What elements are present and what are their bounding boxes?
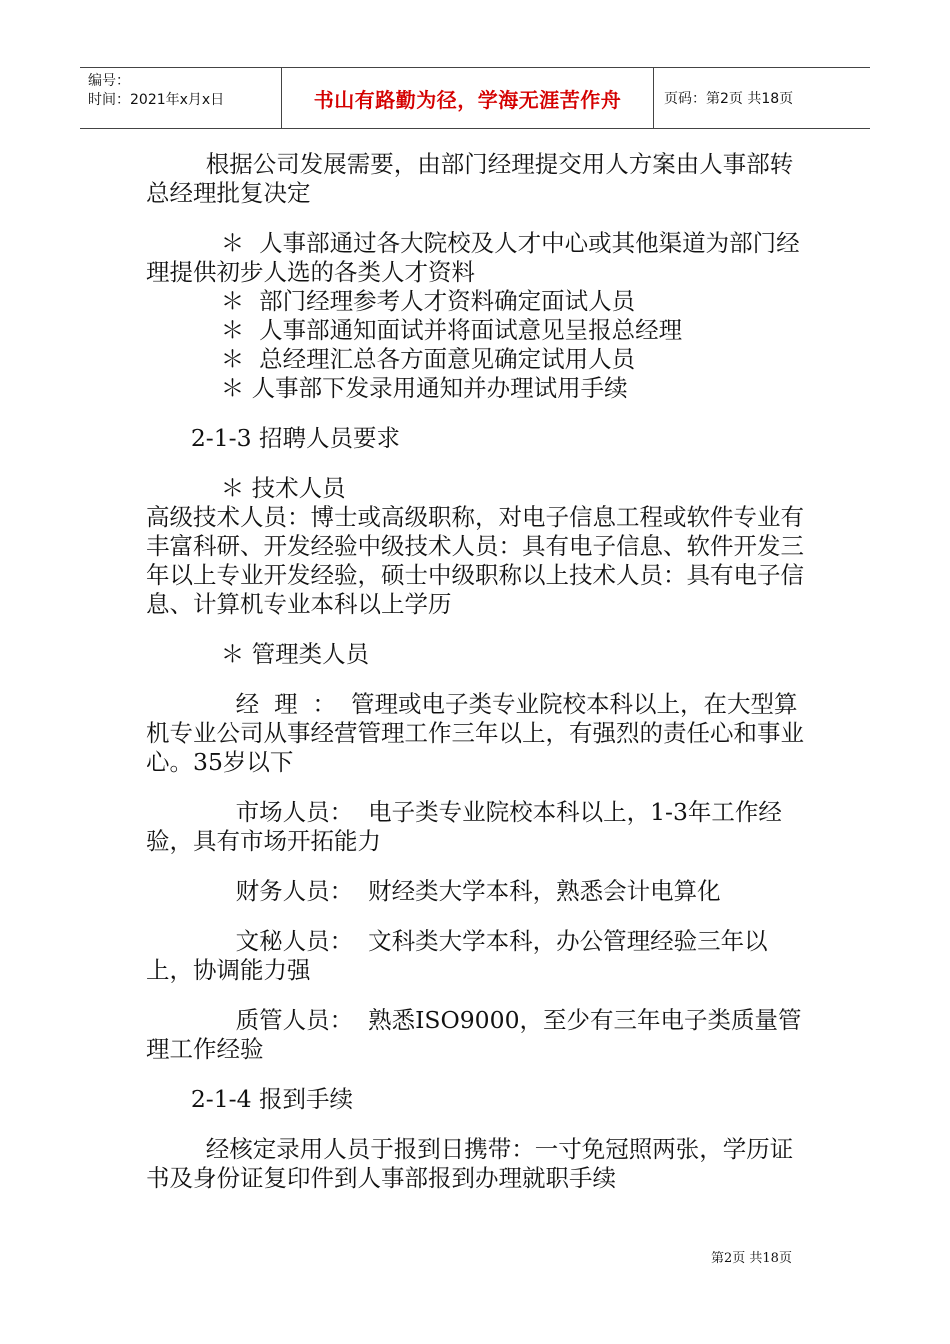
- paragraph-market: 市场人员： 电子类专业院校本科以上，1-3年工作经验，具有市场开拓能力: [146, 798, 782, 855]
- bullet-item: ＊ 部门经理参考人才资料确定面试人员: [146, 287, 636, 315]
- paragraph-report: 经核定录用人员于报到日携带：一寸免冠照两张，学历证书及身份证复印件到人事部报到办理就职手续: [146, 1135, 794, 1192]
- bullet-item: ＊ 总经理汇总各方面意见确定试用人员: [146, 345, 636, 373]
- subsection-heading: ＊ 管理类人员: [146, 640, 370, 668]
- section-heading: 2-1-4 报到手续: [146, 1085, 354, 1113]
- footer-page-number: 第2页 共18页: [711, 1251, 792, 1266]
- subsection-heading: ＊ 技术人员: [146, 474, 346, 502]
- paragraph-tech: 高级技术人员：博士或高级职称，对电子信息工程或软件专业有丰富科研、开发经验中级技术人员：具有电子信息、软件开发三年以上专业开发经验，硕士中级职称以上技术人员：具有电子信息、计算机专业本科以上学历: [146, 503, 804, 618]
- bullet-item: ＊ 人事部通知面试并将面试意见呈报总经理: [146, 316, 683, 344]
- page-header: [80, 67, 870, 129]
- paragraph-intro: 根据公司发展需要，由部门经理提交用人方案由人事部转总经理批复决定: [146, 150, 794, 207]
- paragraph-secretary: 文秘人员： 文科类大学本科，办公管理经验三年以上，协调能力强: [146, 927, 768, 984]
- paragraph-manager: 经 理 ： 管理或电子类专业院校本科以上，在大型算机专业公司从事经营管理工作三年以上，有强烈的责任心和事业心。35岁以下: [146, 690, 804, 776]
- serial-label: 编号：: [88, 73, 130, 89]
- paragraph-quality: 质管人员： 熟悉ISO9000，至少有三年电子类质量管理工作经验: [146, 1006, 802, 1063]
- header-meta: [80, 68, 281, 128]
- motto: 书山有路勤为径，学海无涯苦作舟: [281, 68, 654, 128]
- bullet-item: ＊ 人事部下发录用通知并办理试用手续: [146, 374, 628, 402]
- header-page-number: 页码：第2页 共18页: [664, 91, 794, 107]
- bullet-item: ＊ 人事部通过各大院校及人才中心或其他渠道为部门经理提供初步人选的各类人才资料: [146, 229, 800, 286]
- section-heading: 2-1-3 招聘人员要求: [146, 424, 401, 452]
- time-label: 时间：2021年x月x日: [88, 92, 225, 108]
- paragraph-finance: 财务人员： 财经类大学本科，熟悉会计电算化: [146, 877, 721, 905]
- document-body: [146, 150, 814, 1193]
